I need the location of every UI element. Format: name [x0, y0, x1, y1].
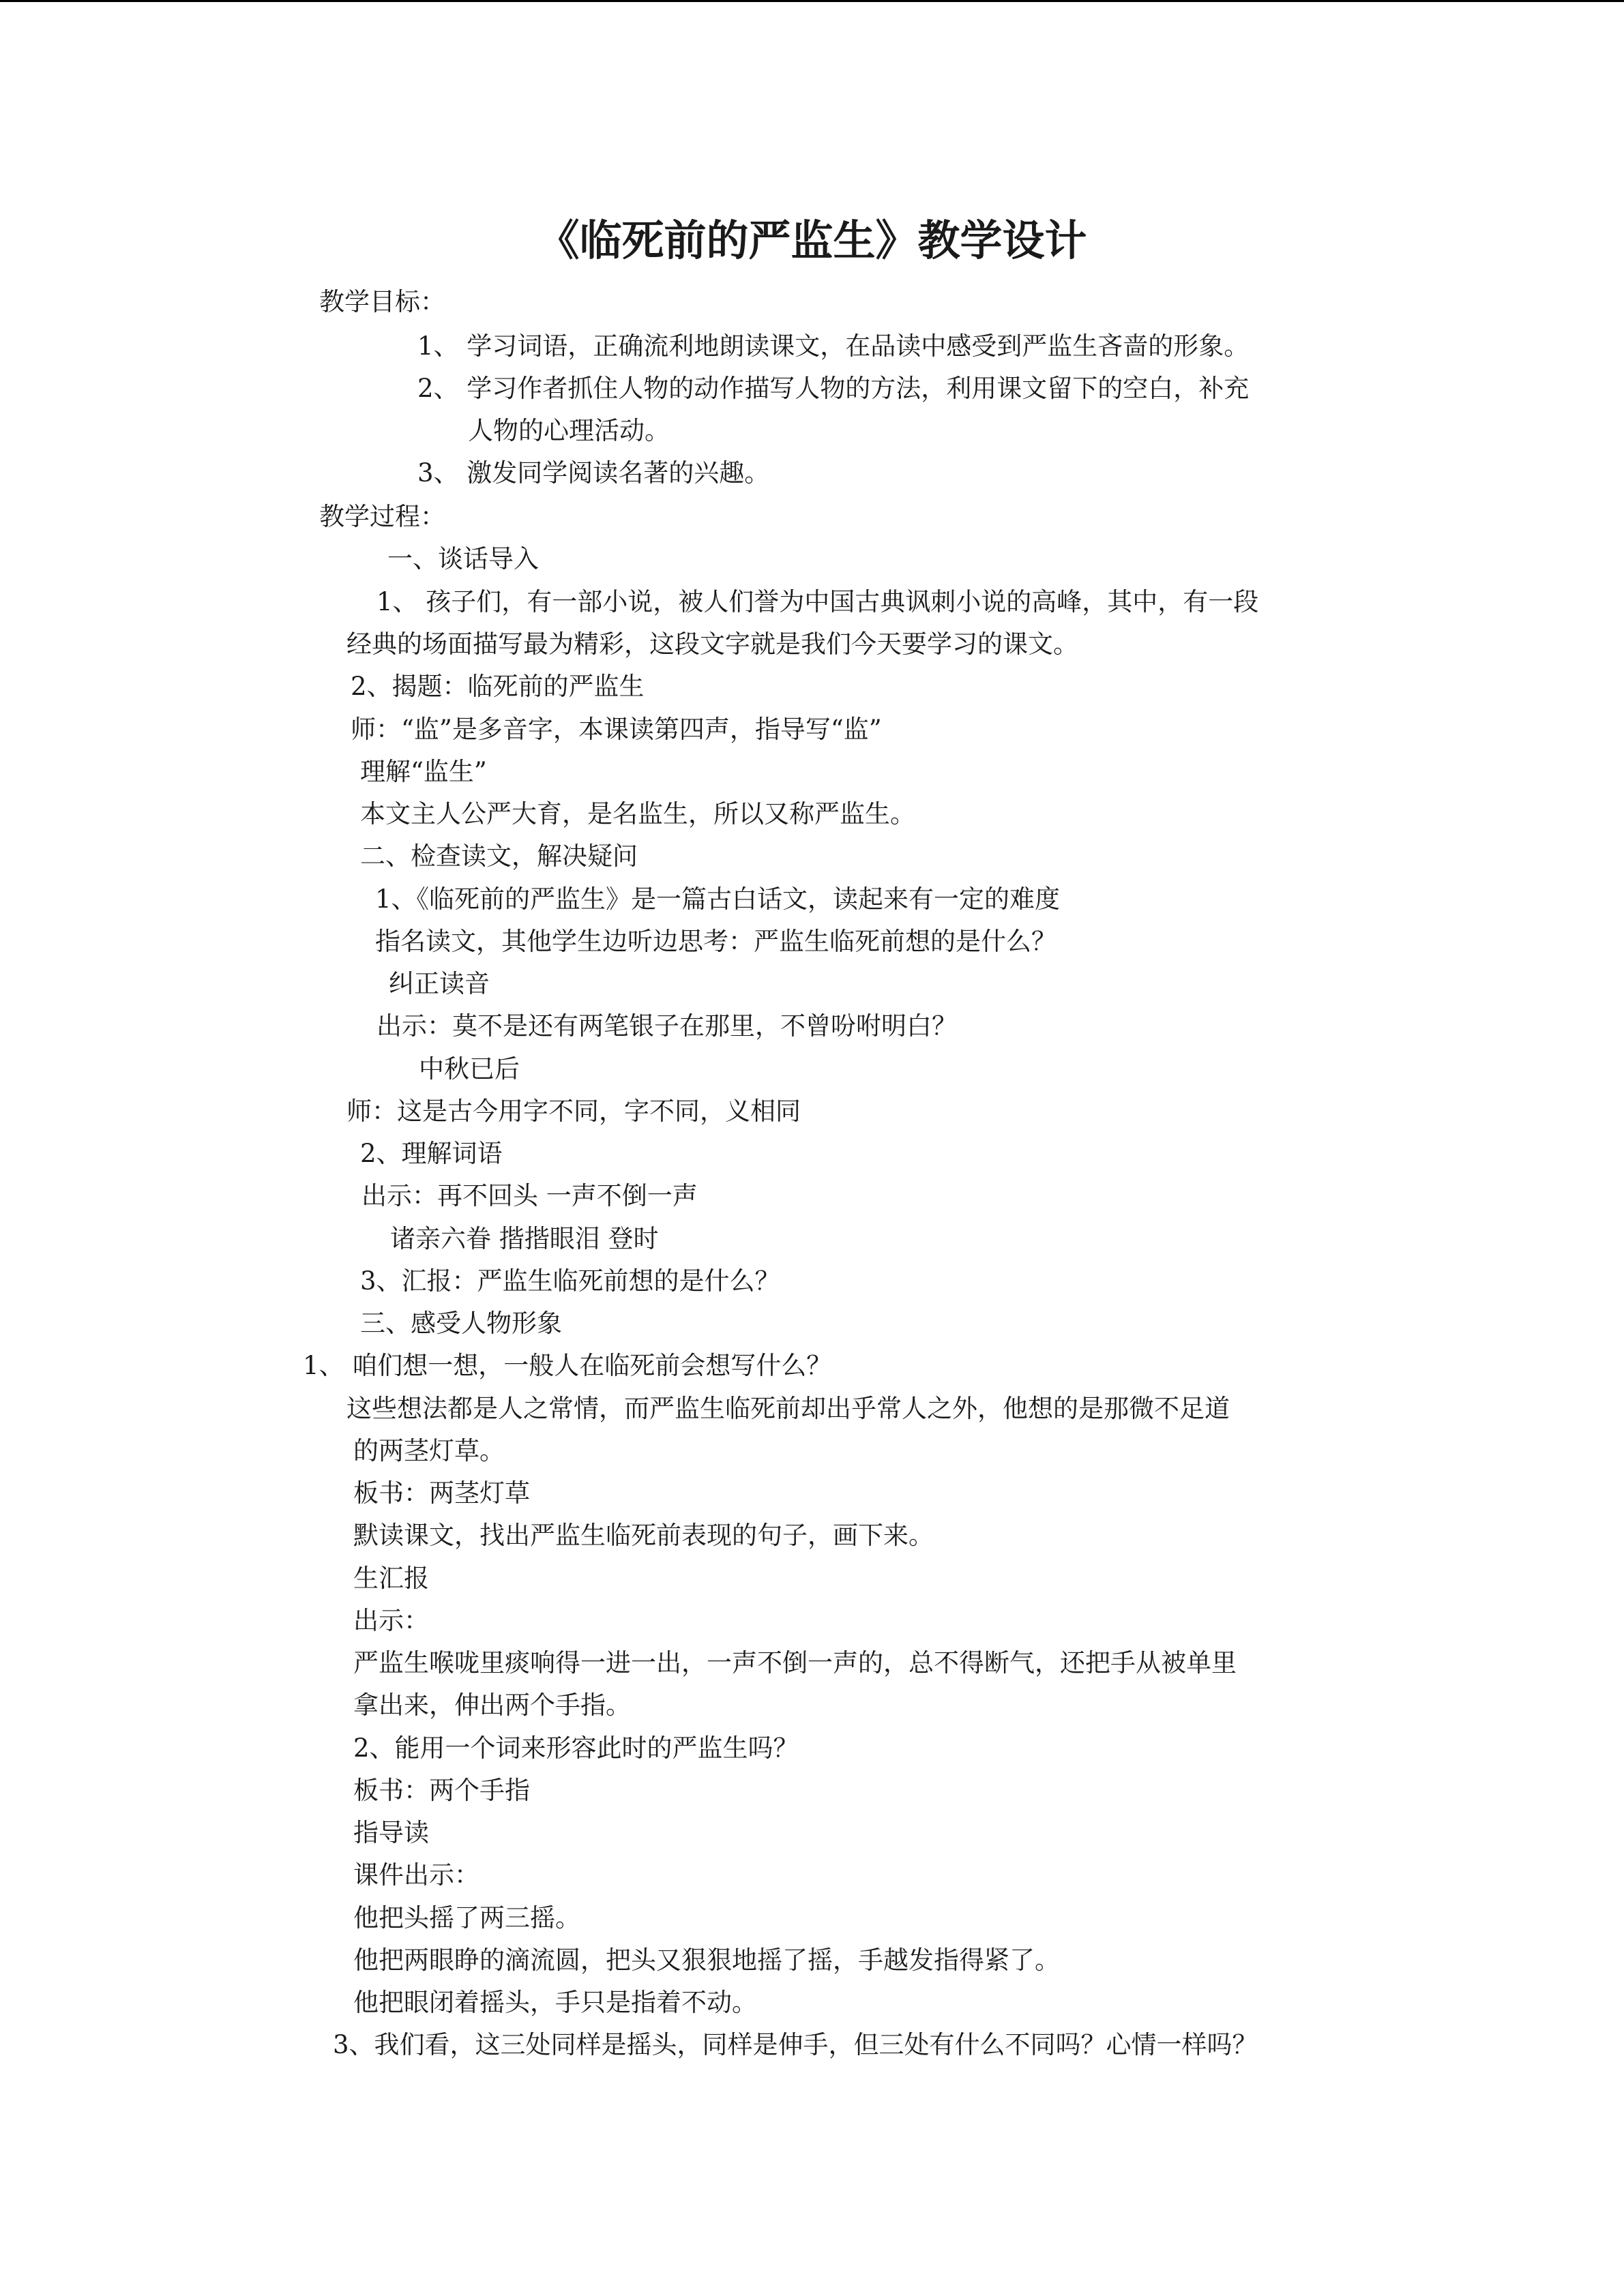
text-line: 板书：两茎灯草	[353, 1478, 530, 1508]
text-line: 经典的场面描写最为精彩，这段文字就是我们今天要学习的课文。	[346, 629, 1078, 659]
text-line: 课件出示：	[353, 1860, 479, 1890]
text-line: 本文主人公严大育，是名监生，所以又称严监生。	[360, 799, 915, 829]
text-line: 3、我们看，这三处同样是摇头，同样是伸手，但三处有什么不同吗？心情一样吗？	[333, 2030, 1258, 2059]
text-line: 1、 咱们想一想，一般人在临死前会想写什么？	[303, 1351, 832, 1380]
text-line: 指导读	[353, 1818, 429, 1847]
text-line: 拿出来，伸出两个手指。	[353, 1690, 631, 1720]
text-line: 他把两眼睁的滴流圆，把头又狠狠地摇了摇，手越发指得紧了。	[353, 1945, 1060, 1975]
text-line: 1、《临死前的严监生》是一篇古白话文，读起来有一定的难度	[375, 884, 1061, 914]
text-line: 教学目标：	[319, 287, 445, 316]
text-line: 教学过程：	[319, 502, 445, 531]
text-line: 师：这是古今用字不同，字不同，义相同	[346, 1097, 801, 1126]
text-line: 3、汇报：严监生临死前想的是什么？	[360, 1266, 780, 1296]
text-line: 师：“监”是多音字，本课读第四声，指导写“监”	[351, 715, 882, 744]
text-line: 出示：莫不是还有两笔银子在那里，不曾吩咐明白？	[377, 1011, 957, 1041]
text-line: 1、 学习词语，正确流利地朗读课文，在品读中感受到严监生吝啬的形象。	[417, 331, 1250, 361]
text-line: 2、理解词语	[360, 1139, 503, 1168]
text-line: 纠正读音	[389, 969, 490, 998]
text-line: 默读课文，找出严监生临死前表现的句子，画下来。	[353, 1521, 934, 1550]
text-line: 人物的心理活动。	[468, 416, 670, 445]
document-title: 《临死前的严监生》教学设计	[537, 215, 1087, 265]
text-line: 2、揭题：临死前的严监生	[351, 672, 645, 701]
text-line: 的两茎灯草。	[353, 1436, 505, 1465]
text-line: 三、感受人物形象	[360, 1309, 562, 1338]
text-line: 二、检查读文，解决疑问	[360, 841, 638, 871]
text-line: 一、谈话导入	[387, 544, 539, 573]
text-line: 中秋已后	[419, 1054, 520, 1084]
text-line: 板书：两个手指	[353, 1776, 530, 1805]
text-line: 这些想法都是人之常情，而严监生临死前却出乎常人之外，他想的是那微不足道	[346, 1394, 1230, 1423]
text-line: 指名读文，其他学生边听边思考：严监生临死前想的是什么？	[375, 927, 1057, 956]
text-line: 严监生喉咙里痰响得一进一出，一声不倒一声的，总不得断气，还把手从被单里	[353, 1648, 1237, 1678]
text-line: 生汇报	[353, 1564, 429, 1593]
text-line: 诸亲六眷 揩揩眼泪 登时	[390, 1224, 659, 1253]
text-line: 出示：再不回头 一声不倒一声	[361, 1181, 698, 1210]
text-line: 他把头摇了两三摇。	[353, 1903, 580, 1933]
text-line: 1、 孩子们，有一部小说，被人们誉为中国古典讽刺小说的高峰，其中，有一段	[377, 587, 1259, 616]
text-line: 2、 学习作者抓住人物的动作描写人物的方法，利用课文留下的空白，补充	[417, 374, 1250, 403]
text-line: 理解“监生”	[360, 757, 487, 786]
text-line: 3、 激发同学阅读名著的兴趣。	[417, 458, 770, 488]
text-line: 他把眼闭着摇头，手只是指着不动。	[353, 1988, 757, 2017]
text-line: 2、能用一个词来形容此时的严监生吗？	[353, 1733, 799, 1763]
text-line: 出示：	[353, 1606, 429, 1635]
page-top-border	[0, 0, 1624, 2]
